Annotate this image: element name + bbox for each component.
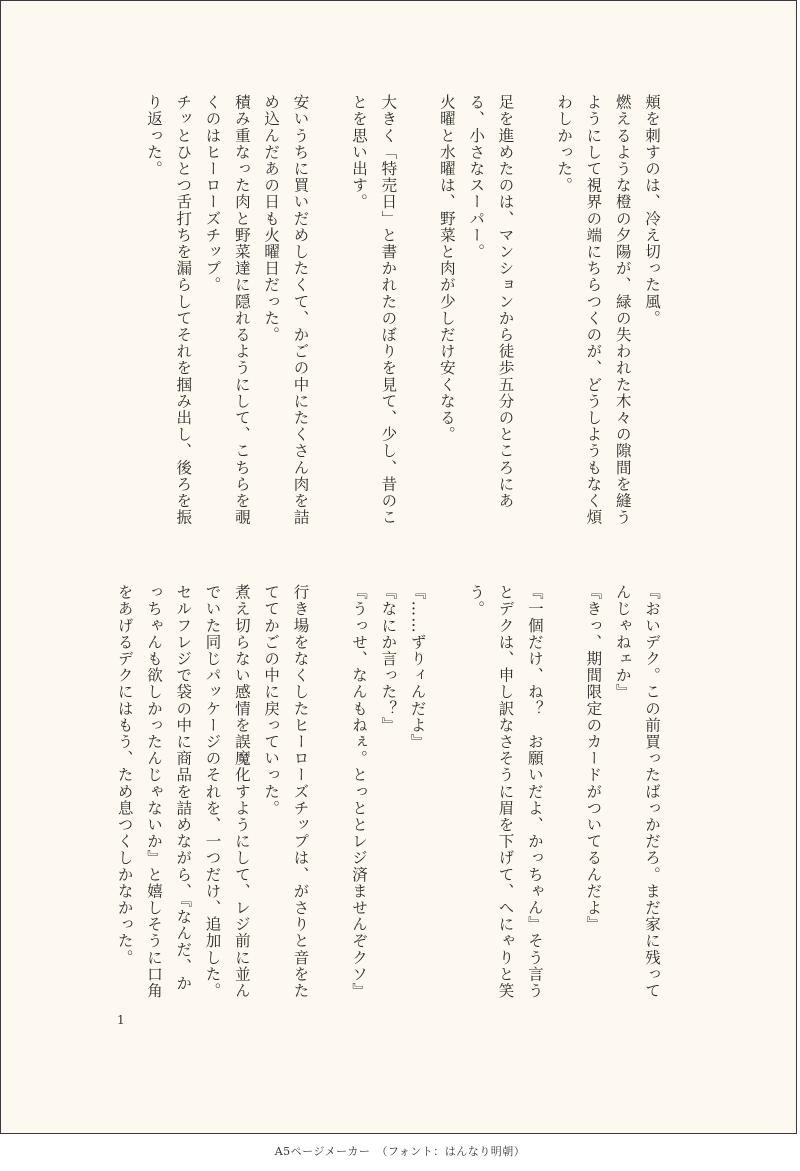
paragraph: チッとひとつ舌打ちを漏らしてそれを掴み出し、後ろを振り返った。 <box>144 94 193 526</box>
paragraph: 『きっ、期間限定のカードがついてるんだよ』 <box>584 584 603 933</box>
paragraph: 頬を刺すのは、冷え切った風。 <box>643 94 661 327</box>
paragraph: 行き場をなくしたヒーローズチップは、がさりと音をたててかごの中に戻っていった。 <box>262 584 310 999</box>
paragraph: 『一個だけ、ね？ お願いだよ、かっちゃん』そう言うとデクは、申し訳なさそうに眉を下げて、へにゃりと笑う。 <box>467 584 544 999</box>
paragraph: 『なにか言った？』 <box>379 584 398 734</box>
paragraph: 安いうちに買いだめしたくて、かごの中にたくさん肉を詰め込んだあの日も火曜日だった。 <box>262 94 310 526</box>
page-number: 1 <box>117 1013 125 1027</box>
blank-line <box>520 94 549 529</box>
paragraph: 大きく「特売日」と書かれたのぼりを見て、少し、昔のことを思い出す。 <box>350 94 398 526</box>
paragraph: 燃えるような橙の夕陽が、緑の失われた木々の隙間を縫うようにして視界の端にちらつくのが、どうしようもなく煩わしかった。 <box>555 94 632 526</box>
paragraph: 『おいデク。この前買ったばっかだろ。まだ家に残ってんじゃねェか』 <box>613 584 661 999</box>
text-column-bottom <box>109 584 666 1004</box>
blank-line <box>314 94 343 529</box>
text-column-top <box>139 94 666 529</box>
paragraph: セルフレジで袋の中に商品を詰めながら、『なんだ、かっちゃんも欲しかったんじゃないか』と嬉しそうに口角をあげるデクにはもう、ため息つくしかなかった。 <box>115 584 193 999</box>
blank-line <box>314 584 343 1004</box>
blank-line <box>549 584 578 1004</box>
paragraph: 煮え切らない感情を誤魔化すようにして、レジ前に並んでいた同じパッケージのそれを、一つだけ、追加した。 <box>203 584 251 999</box>
paragraph: 『うっせ、なんもねぇ。とっととレジ済ませんぞクソ』 <box>350 584 369 999</box>
paragraph: 火曜と水曜は、野菜と肉が少しだけ安くなる。 <box>437 94 456 443</box>
paragraph: 足を進めたのは、マンションから徒歩五分のところにある、小さなスーパー。 <box>467 94 515 509</box>
footer-caption: A5ページメーカー （フォント：はんなり明朝） <box>274 1145 526 1158</box>
blank-line <box>432 584 461 1004</box>
blank-line <box>402 94 431 529</box>
paragraph: 積み重なった肉と野菜達に隠れるようにして、こちらを覗くのはヒーローズチップ。 <box>203 94 251 526</box>
paragraph: 『……ずりィんだよ』 <box>408 584 427 750</box>
